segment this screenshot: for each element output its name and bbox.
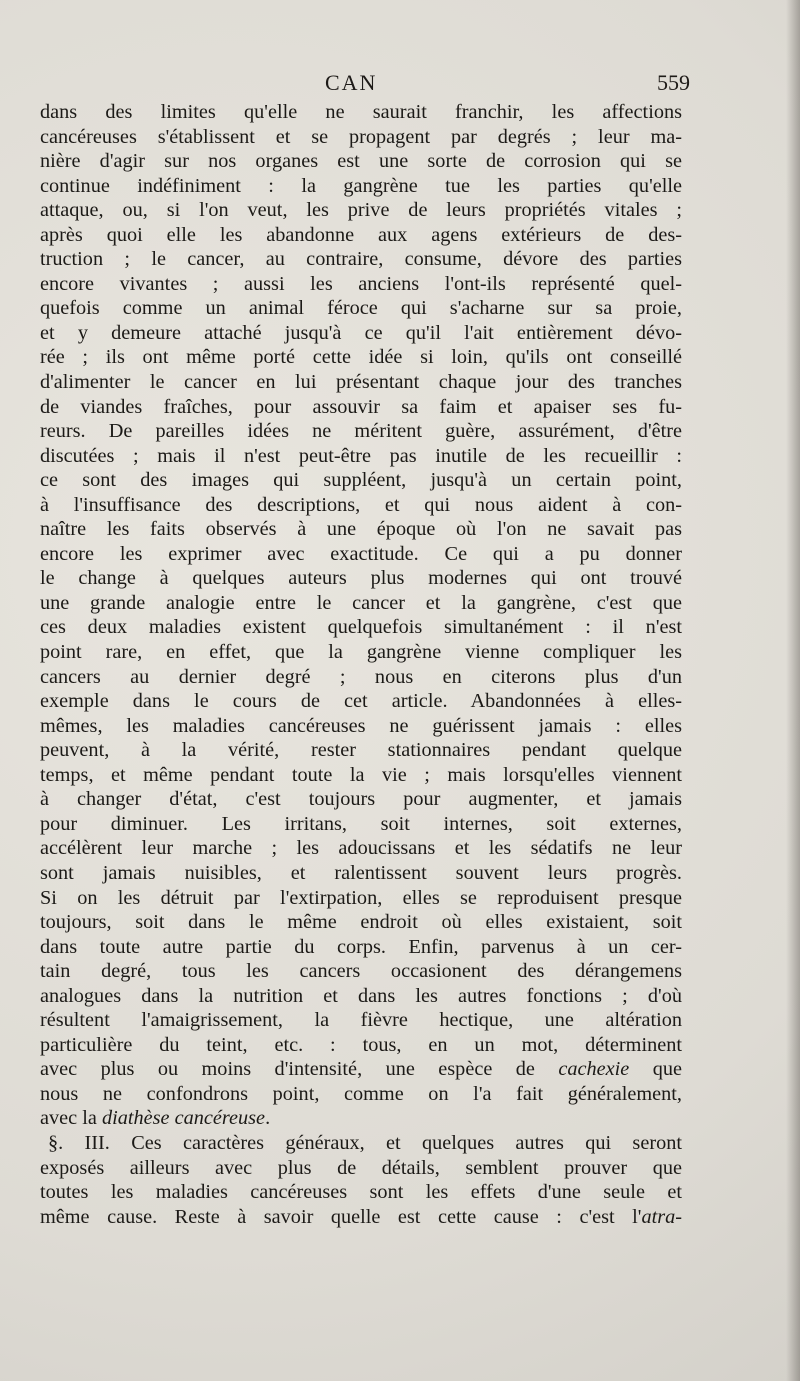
line-text: continue indéfiniment : la gangrène tue les parties qu'elle <box>40 174 682 197</box>
line-text: discutées ; mais il n'est peut-être pas inutile de les recueillir : <box>40 444 682 467</box>
line-text: d'alimenter le cancer en lui présentant chaque jour des tranches <box>40 371 682 394</box>
body-text <box>40 100 682 1229</box>
line-text: nière d'agir sur nos organes est une sorte de corrosion qui se <box>40 150 682 173</box>
line-text: encore les exprimer avec exactitude. Ce qui a pu donner <box>40 542 682 565</box>
line-text: avec la <box>40 1107 102 1130</box>
text-line <box>40 1131 682 1156</box>
text-line <box>40 345 682 370</box>
line-text: ces deux maladies existent quelquefois simultanément : il n'est <box>40 616 682 639</box>
text-line <box>40 959 682 984</box>
text-line <box>40 935 682 960</box>
line-text: nous ne confondrons point, comme on l'a fait généralement, <box>40 1082 682 1105</box>
text-line <box>40 1156 682 1181</box>
line-text: toujours, soit dans le même endroit où elles existaient, soit <box>40 911 682 934</box>
text-line <box>40 1033 682 1058</box>
line-text: dans toute autre partie du corps. Enfin, parvenus à un cer- <box>40 935 682 958</box>
text-line <box>40 370 682 395</box>
text-line <box>40 444 682 469</box>
line-text-after: que <box>629 1058 682 1081</box>
text-line <box>40 689 682 714</box>
text-line <box>40 1106 682 1131</box>
line-text: naître les faits observés à une époque où l'on ne savait pas <box>40 518 682 541</box>
line-text: rée ; ils ont même porté cette idée si loin, qu'ils ont conseillé <box>40 346 682 369</box>
line-text: même cause. Reste à savoir quelle est cette cause : c'est l' <box>40 1205 642 1228</box>
text-line <box>40 493 682 518</box>
line-text: §. III. Ces caractères généraux, et quelques autres qui seront <box>48 1131 682 1154</box>
line-text: de viandes fraîches, pour assouvir sa faim et apaiser ses fu- <box>40 395 682 418</box>
text-line <box>40 321 682 346</box>
line-text: à l'insuffisance des descriptions, et qui nous aident à con- <box>40 493 682 516</box>
text-line <box>40 665 682 690</box>
line-text: résultent l'amaigrissement, la fièvre hectique, une altération <box>40 1009 682 1032</box>
text-line <box>40 395 682 420</box>
running-title: CAN <box>325 70 378 95</box>
line-text: particulière du teint, etc. : tous, en un mot, déterminent <box>40 1033 682 1056</box>
line-text: après quoi elle les abandonne aux agens extérieurs de des- <box>40 223 682 246</box>
line-text: temps, et même pendant toute la vie ; mais lorsqu'elles viennent <box>40 763 682 786</box>
text-line <box>40 763 682 788</box>
text-line <box>40 223 682 248</box>
italic-term: cachexie <box>558 1058 630 1081</box>
text-line <box>40 615 682 640</box>
line-text: truction ; le cancer, au contraire, consume, dévore des parties <box>40 248 682 271</box>
line-text: exposés ailleurs avec plus de détails, semblent prouver que <box>40 1156 682 1179</box>
line-text: une grande analogie entre le cancer et la gangrène, c'est que <box>40 591 682 614</box>
line-text: pour diminuer. Les irritans, soit internes, soit externes, <box>40 812 682 835</box>
text-line <box>40 296 682 321</box>
text-line <box>40 1057 682 1082</box>
text-line <box>40 812 682 837</box>
line-text: le change à quelques auteurs plus modernes qui ont trouvé <box>40 567 682 590</box>
line-text: avec plus ou moins d'intensité, une espèce de <box>40 1058 559 1081</box>
text-line <box>40 787 682 812</box>
text-line <box>40 836 682 861</box>
text-line <box>40 714 682 739</box>
line-text: peuvent, à la vérité, rester stationnaires pendant quelque <box>40 739 682 762</box>
text-line <box>40 174 682 199</box>
text-line <box>40 247 682 272</box>
line-text: Si on les détruit par l'extirpation, elles se reproduisent presque <box>40 886 682 909</box>
text-line <box>40 272 682 297</box>
line-text: dans des limites qu'elle ne saurait franchir, les affections <box>40 101 682 123</box>
text-line <box>40 886 682 911</box>
line-text: à changer d'état, c'est toujours pour augmenter, et jamais <box>40 788 682 811</box>
line-text: tain degré, tous les cancers occasionent des dérangemens <box>40 960 682 983</box>
text-line <box>40 125 682 150</box>
line-text: cancers au dernier degré ; nous en citerons plus d'un <box>40 665 682 688</box>
text-line <box>40 468 682 493</box>
line-text: exemple dans le cours de cet article. Abandonnées à elles- <box>40 690 682 713</box>
line-text: analogues dans la nutrition et dans les autres fonctions ; d'où <box>40 984 682 1007</box>
italic-term: diathèse cancéreuse <box>101 1107 266 1130</box>
line-text: mêmes, les maladies cancéreuses ne guérissent jamais : elles <box>40 714 682 737</box>
text-line <box>40 1180 682 1205</box>
text-line <box>40 910 682 935</box>
text-line <box>40 566 682 591</box>
text-line <box>40 738 682 763</box>
text-line <box>40 640 682 665</box>
text-line <box>40 198 682 223</box>
line-text: ce sont des images qui suppléent, jusqu'à un certain point, <box>40 469 682 492</box>
text-line <box>40 517 682 542</box>
line-text: reurs. De pareilles idées ne méritent guère, assurément, d'être <box>40 420 682 443</box>
text-line <box>40 419 682 444</box>
text-line <box>40 100 682 125</box>
page-header <box>40 70 690 102</box>
line-text: sont jamais nuisibles, et ralentissent souvent leurs progrès. <box>40 861 682 884</box>
text-line <box>40 861 682 886</box>
line-text: encore vivantes ; aussi les anciens l'ont-ils représenté quel- <box>40 272 682 295</box>
line-text: accélèrent leur marche ; les adoucissans et les sédatifs ne leur <box>40 837 682 860</box>
text-line <box>40 542 682 567</box>
line-text: toutes les maladies cancéreuses sont les effets d'une seule et <box>40 1181 682 1204</box>
text-line <box>40 149 682 174</box>
text-line <box>40 1205 682 1230</box>
page-edge-shadow <box>786 0 800 1381</box>
text-line <box>40 984 682 1009</box>
text-line <box>40 591 682 616</box>
line-text: cancéreuses s'établissent et se propagent par degrés ; leur ma- <box>40 125 682 148</box>
line-text: attaque, ou, si l'on veut, les prive de leurs propriétés vitales ; <box>40 199 682 222</box>
line-text: et y demeure attaché jusqu'à ce qu'il l'ait entièrement dévo- <box>40 321 682 344</box>
italic-term: atra- <box>641 1205 682 1228</box>
page-number: 559 <box>657 70 690 95</box>
line-text: quefois comme un animal féroce qui s'acharne sur sa proie, <box>40 297 682 320</box>
text-line <box>40 1008 682 1033</box>
text-line <box>40 1082 682 1107</box>
line-text-after: . <box>265 1107 271 1130</box>
line-text: point rare, en effet, que la gangrène vienne compliquer les <box>40 641 682 664</box>
